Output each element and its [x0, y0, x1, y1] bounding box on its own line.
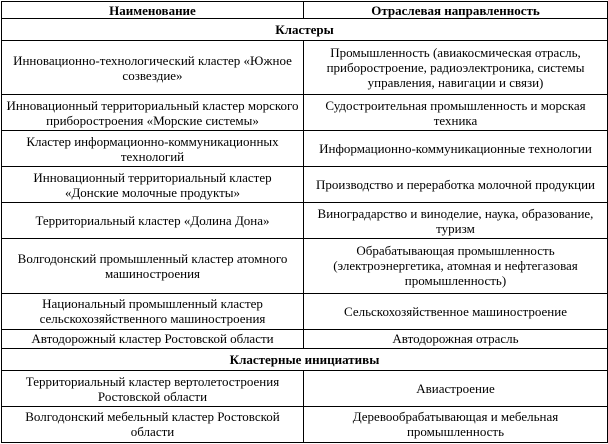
cluster-name: Кластер информационно-коммуникационных технологий [2, 131, 304, 167]
section-title: Кластеры [2, 19, 608, 41]
cluster-name: Территориальный кластер «Долина Дона» [2, 203, 304, 239]
table-row [2, 203, 608, 239]
cluster-direction: Автодорожная отрасль [304, 329, 608, 349]
table-row [2, 371, 608, 407]
table-header-row [2, 2, 608, 19]
table-row [2, 131, 608, 167]
cluster-name: Волгодонский мебельный кластер Ростовской области [2, 406, 304, 442]
header-direction: Отраслевая направленность [304, 2, 608, 19]
table-row [2, 95, 608, 131]
cluster-name: Инновационный территориальный кластер «Донские молочные продукты» [2, 167, 304, 203]
section-title: Кластерные инициативы [2, 349, 608, 371]
cluster-name: Волгодонский промышленный кластер атомного машиностроения [2, 239, 304, 293]
table-row [2, 329, 608, 349]
cluster-direction: Виноградарство и виноделие, наука, образование, туризм [304, 203, 608, 239]
table-row [2, 167, 608, 203]
cluster-direction: Информационно-коммуникационные технологии [304, 131, 608, 167]
cluster-direction: Деревообрабатывающая и мебельная промышленность [304, 406, 608, 442]
cluster-name: Инновационный территориальный кластер морского приборостроения «Морские системы» [2, 95, 304, 131]
cluster-name: Автодорожный кластер Ростовской области [2, 329, 304, 349]
cluster-name: Инновационно-технологический кластер «Южное созвездие» [2, 40, 304, 94]
clusters-table [1, 1, 608, 443]
cluster-direction: Судостроительная промышленность и морская техника [304, 95, 608, 131]
table-row [2, 239, 608, 293]
cluster-direction: Производство и переработка молочной продукции [304, 167, 608, 203]
cluster-direction: Авиастроение [304, 371, 608, 407]
section-row-initiatives [2, 349, 608, 371]
cluster-name: Национальный промышленный кластер сельскохозяйственного машиностроения [2, 293, 304, 329]
cluster-direction: Обрабатывающая промышленность (электроэнергетика, атомная и нефтегазовая промышленность) [304, 239, 608, 293]
cluster-name: Территориальный кластер вертолетостроения Ростовской области [2, 371, 304, 407]
section-row-clusters [2, 19, 608, 41]
cluster-direction: Промышленность (авиакосмическая отрасль, приборостроение, радиоэлектроника, системы управления, навигации и связи) [304, 40, 608, 94]
table-row [2, 406, 608, 442]
cluster-direction: Сельскохозяйственное машиностроение [304, 293, 608, 329]
table-row [2, 293, 608, 329]
table-row [2, 40, 608, 94]
header-name: Наименование [2, 2, 304, 19]
